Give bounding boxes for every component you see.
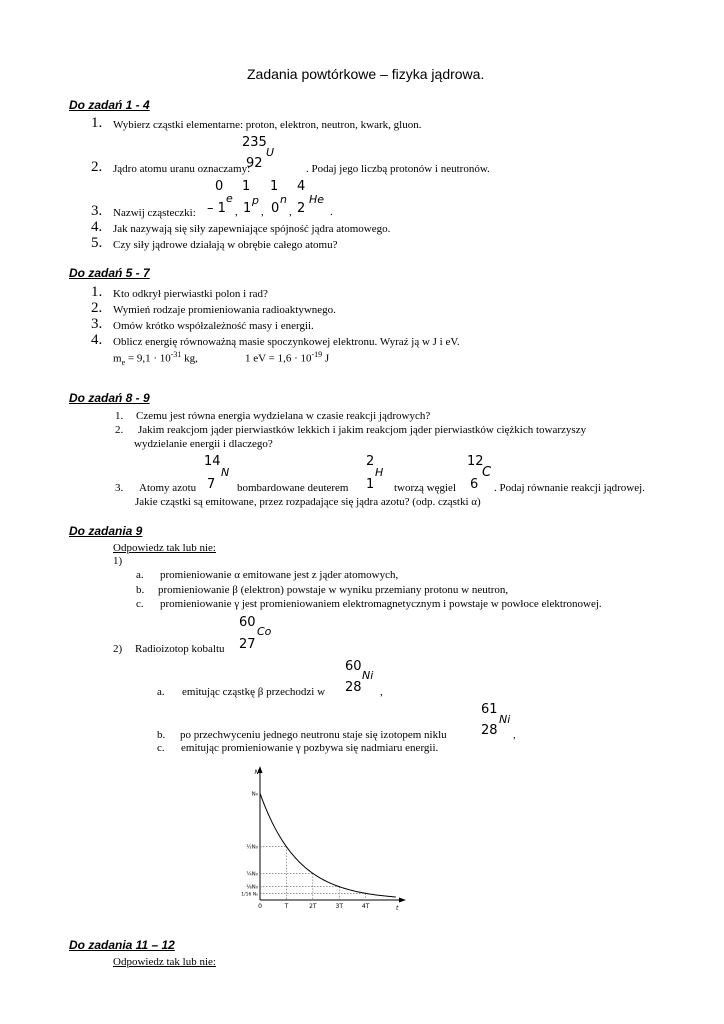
statement-text: promieniowanie β (elektron) powstaje w wyniku przemiany protonu w neutron, (158, 584, 509, 596)
nuclide-symbol: p (252, 194, 259, 207)
period: . (330, 206, 333, 218)
option-letter: a. (157, 686, 165, 698)
item-number: 1. (115, 410, 124, 422)
nuclide-mass-number: 14 (204, 454, 221, 469)
item-number: 5. (91, 235, 103, 251)
question-text: Wymień rodzaje promieniowania radioaktywnego. (113, 304, 336, 316)
y-tick-label: ⅛N₀ (246, 884, 258, 891)
comma: , (380, 686, 383, 698)
question-text: Nazwij cząsteczki: (113, 207, 196, 219)
item-number: 3. (91, 203, 103, 219)
x-tick-label: 3T (335, 903, 343, 910)
statement-text: promieniowanie α emitowane jest z jąder atomowych, (160, 569, 399, 581)
nuclide-mass-number: 0 (215, 179, 224, 194)
y-tick-label: ½N₀ (246, 844, 258, 851)
nuclide-atomic-number: – 1 (207, 201, 226, 216)
nuclide-symbol: H (375, 466, 384, 479)
nuclide-atomic-number: 0 (271, 201, 280, 216)
statement-text: Radioizotop kobaltu (135, 643, 225, 655)
x-tick-label: T (284, 903, 289, 910)
nuclide-atomic-number: 2 (297, 201, 306, 216)
comma: , (261, 206, 264, 218)
statement-text: emitując cząstkę β przechodzi w (182, 686, 326, 698)
nuclide-mass-number: 60 (345, 659, 362, 674)
nuclide-symbol: He (309, 193, 325, 206)
nuclide-mass-number: 1 (270, 179, 279, 194)
nuclide-mass-number: 4 (297, 179, 306, 194)
comma: , (513, 729, 516, 741)
electronvolt-definition: 1 eV = $1,6 \cdot 10^{-19}$ J (245, 350, 330, 365)
x-axis-arrow (399, 898, 406, 903)
y-tick-label: ¼N₀ (246, 871, 258, 878)
option-letter: b. (136, 584, 145, 596)
nuclide-mass-number: 1 (242, 179, 251, 194)
question-text: Czy siły jądrowe działają w obrębie całego atomu? (113, 239, 338, 251)
question-text: Atomy azotu (139, 482, 197, 494)
nuclide-symbol: N (221, 466, 230, 479)
decay-curve (260, 793, 396, 897)
option-letter: c. (157, 742, 165, 754)
question-text: Wybierz cząstki elementarne: proton, elektron, neutron, kwark, gluon. (113, 119, 422, 131)
nuclide-mass-number: 12 (467, 454, 484, 469)
statement-text: promieniowanie γ jest promieniowaniem elektromagnetycznym i powstaje w powłoce elektronowej. (160, 598, 602, 610)
nuclide-symbol: Co (257, 625, 272, 638)
statement-text: emitując promieniowanie γ pozbywa się nadmiaru energii. (181, 742, 439, 754)
question-text: Omów krótko współzależność masy i energii. (113, 320, 314, 332)
nuclide-atomic-number: 28 (345, 680, 362, 695)
nuclide-mass-number: 61 (481, 702, 498, 717)
comma: , (235, 206, 238, 218)
nuclide-atomic-number: 1 (366, 477, 375, 492)
item-number: 2. (115, 424, 124, 436)
question-text: . Podaj jego liczbą protonów i neutronów. (306, 163, 490, 175)
subpart-number: 1) (113, 555, 123, 567)
item-number: 4. (91, 219, 103, 235)
nuclide-symbol: Ni (362, 669, 374, 682)
x-tick-labels (258, 903, 370, 910)
option-letter: a. (136, 569, 144, 581)
x-tick-label: 2T (309, 903, 317, 910)
question-text: Kto odkrył pierwiastki polon i rad? (113, 288, 268, 300)
nuclide-mass-number: 235 (242, 135, 267, 150)
item-number: 4. (91, 332, 103, 348)
nuclide-atomic-number: 92 (246, 156, 263, 171)
item-number: 1. (91, 284, 103, 300)
nuclide-mass-number: 2 (366, 454, 375, 469)
question-text: wydzielanie energii i dlaczego? (134, 438, 273, 450)
nuclide-atomic-number: 27 (239, 637, 256, 652)
item-number: 1. (91, 115, 103, 131)
electron-mass: $m_e = 9,1 \cdot 10^{-31}$ kg, (113, 350, 198, 367)
nuclide-mass-number: 60 (239, 615, 256, 630)
section-heading-11-12: Do zadania 11 – 12 (69, 938, 175, 952)
comma: , (289, 206, 292, 218)
instruction-text: Odpowiedz tak lub nie: (113, 542, 216, 554)
nuclide-symbol: n (280, 193, 287, 206)
option-letter: c. (136, 598, 144, 610)
nuclide-symbol: C (482, 465, 492, 480)
x-tick-label: 0 (258, 903, 262, 910)
question-text: Jak nazywają się siły zapewniające spójność jądra atomowego. (113, 223, 391, 235)
question-text: Jakim reakcjom jąder pierwiastków lekkich i jakim reakcjom jąder pierwiastków ciężkich towarzyszy (138, 424, 587, 436)
item-number: 2. (91, 159, 103, 175)
question-text: bombardowane deuterem (237, 482, 349, 494)
question-text: tworzą węgiel (394, 482, 456, 494)
nuclide-atomic-number: 28 (481, 723, 498, 738)
subpart-number: 2) (113, 643, 123, 655)
section-heading-8-9: Do zadań 8 - 9 (69, 391, 150, 405)
y-axis-label: N (254, 769, 259, 776)
y-tick-labels (241, 791, 259, 897)
nuclide-symbol: Ni (499, 713, 511, 726)
x-tick-label: 4T (361, 903, 370, 910)
question-text: Jakie cząstki są emitowane, przez rozpadające się jądra azotu? (odp. cząstki α) (135, 496, 481, 508)
y-tick-label: 1/16 N₀ (241, 892, 258, 898)
question-text: Oblicz energię równoważną masie spoczynkowej elektronu. Wyraź ją w J i eV. (113, 336, 460, 348)
question-text: . Podaj równanie reakcji jądrowej. (494, 482, 645, 494)
section-heading-5-7: Do zadań 5 - 7 (69, 266, 150, 280)
page-title: Zadania powtórkowe – fizyka jądrowa. (247, 66, 485, 82)
x-axis-label: t (396, 905, 399, 910)
section-heading-9: Do zadania 9 (69, 524, 143, 538)
item-number: 3. (115, 482, 124, 494)
option-letter: b. (157, 729, 166, 741)
nuclide-atomic-number: 6 (470, 477, 479, 492)
nuclide-atomic-number: 1 (243, 201, 252, 216)
nuclide-atomic-number: 7 (207, 477, 216, 492)
decay-chart (240, 760, 410, 910)
item-number: 3. (91, 316, 103, 332)
item-number: 2. (91, 300, 103, 316)
nuclide-symbol: e (226, 192, 233, 205)
question-text: Czemu jest równa energia wydzielana w czasie reakcji jądrowych? (136, 410, 431, 422)
section-heading-1-4: Do zadań 1 - 4 (69, 98, 150, 112)
instruction-text: Odpowiedz tak lub nie: (113, 956, 216, 968)
question-text: Jądro atomu uranu oznaczamy: (113, 163, 251, 175)
nuclide-symbol: U (266, 146, 275, 159)
statement-text: po przechwyceniu jednego neutronu staje się izotopem niklu (180, 729, 447, 741)
y-tick-label: N₀ (251, 791, 258, 798)
